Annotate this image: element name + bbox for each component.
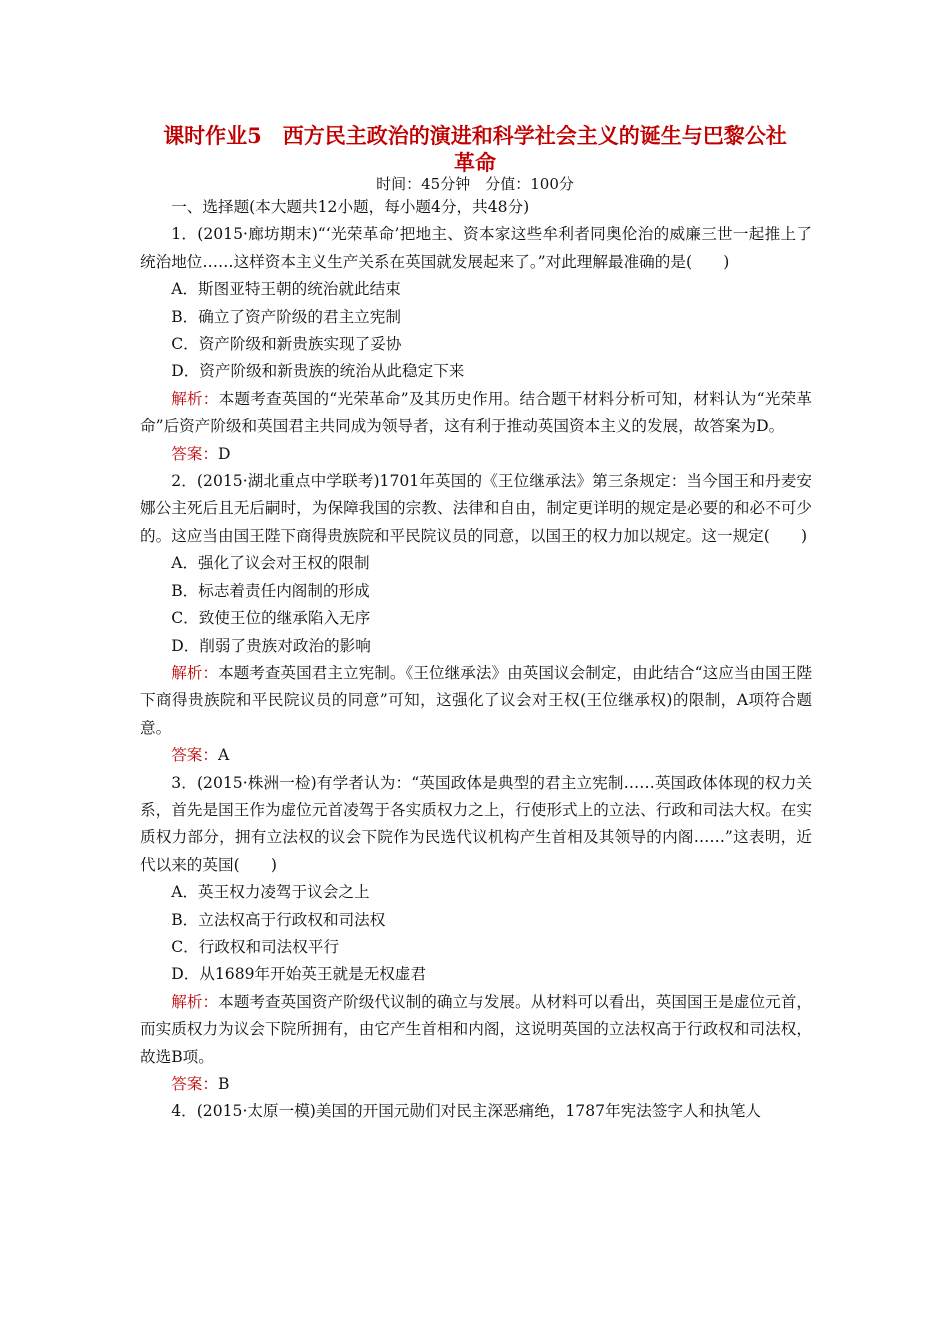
analysis-text: 本题考查英国资产阶级代议制的确立与发展。从材料可以看出，英国国王是虚位元首，而实质权力为议会下院所拥有，由它产生首相和内阁，这说明英国的立法权高于行政权和司法权，故选B项。 <box>140 992 812 1066</box>
question-stem: 3．(2015·株洲一检)有学者认为：“英国政体是典型的君主立宪制……英国政体体现的权力关系，首先是国王作为虚位元首凌驾于各实质权力之上，行使形式上的立法、行政和司法大权。在实质权力部分，拥有立法权的议会下院作为民选代议机构产生首相及其领导的内阁……”这表明，近代以来的英国( ) <box>140 773 812 874</box>
section-heading: 一、选择题(本大题共12小题，每小题4分，共48分) <box>171 198 530 216</box>
title-line-2: 革命 <box>454 150 496 175</box>
question-4 <box>140 1098 812 1125</box>
answer-value: B <box>217 1075 230 1093</box>
option-d: D．从1689年开始英王就是无权虚君 <box>171 965 427 984</box>
time-score-info: 时间：45分钟 分值：100分 <box>376 175 574 193</box>
answer-label: 答案： <box>171 444 218 463</box>
question-2 <box>140 468 812 769</box>
answer <box>140 441 812 468</box>
analysis-text: 本题考查英国的“光荣革命”及其历史作用。结合题干材料分析可知，材料认为“光荣革命”后资产阶级和英国君主共同成为领导者，这有利于推动英国资本主义的发展，故答案为D。 <box>140 389 812 436</box>
document-body <box>140 194 812 1126</box>
title-line-1: 课时作业5 西方民主政治的演进和科学社会主义的诞生与巴黎公社 <box>163 123 787 148</box>
answer-label: 答案： <box>171 1075 218 1093</box>
option-b: B．标志着责任内阁制的形成 <box>171 581 370 600</box>
analysis <box>140 386 812 441</box>
document-title <box>100 122 850 176</box>
analysis-label: 解析： <box>171 992 219 1011</box>
answer <box>140 1071 812 1098</box>
question-stem: 4．(2015·太原一模)美国的开国元勋们对民主深恶痛绝，1787年宪法签字人和执笔人 <box>171 1102 762 1121</box>
analysis <box>140 660 812 742</box>
question-1 <box>140 221 812 468</box>
option-b: B．立法权高于行政权和司法权 <box>171 910 386 929</box>
question-stem: 1．(2015·廊坊期末)“‘光荣革命’把地主、资本家这些牟利者同奥伦治的威廉三世一起推上了统治地位……这样资本主义生产关系在英国就发展起来了。”对此理解最准确的是( ) <box>140 225 812 271</box>
question-3 <box>140 770 812 1099</box>
analysis <box>140 989 812 1071</box>
option-c: C．行政权和司法权平行 <box>171 937 340 956</box>
option-d: D．资产阶级和新贵族的统治从此稳定下来 <box>171 362 465 381</box>
answer-value: D <box>217 444 231 463</box>
option-c: C．资产阶级和新贵族实现了妥协 <box>171 335 402 354</box>
analysis-label: 解析： <box>171 663 219 682</box>
analysis-label: 解析： <box>171 389 219 408</box>
question-stem: 2．(2015·湖北重点中学联考)1701年英国的《王位继承法》第三条规定：当今国王和丹麦安娜公主死后且无后嗣时，为保障我国的宗教、法律和自由，制定更详明的规定是必要的和必不可少的。这应当由国王陛下商得贵族院和平民院议员的同意，以国王的权力加以规定。这一规定( ) <box>140 472 812 545</box>
option-d: D．削弱了贵族对政治的影响 <box>171 636 371 655</box>
option-a: A．强化了议会对王权的限制 <box>171 554 370 573</box>
answer-value: A <box>217 746 230 765</box>
answer <box>140 742 812 769</box>
option-c: C．致使王位的继承陷入无序 <box>171 609 371 628</box>
answer-label: 答案： <box>171 746 218 765</box>
analysis-text: 本题考查英国君主立宪制。《王位继承法》由英国议会制定，由此结合“这应当由国王陛下商得贵族院和平民院议员的同意”可知，这强化了议会对王权(王位继承权)的限制，A项符合题意。 <box>140 663 812 737</box>
option-b: B．确立了资产阶级的君主立宪制 <box>171 307 401 326</box>
option-a: A．斯图亚特王朝的统治就此结束 <box>171 280 401 299</box>
option-a: A．英王权力凌驾于议会之上 <box>171 883 370 902</box>
